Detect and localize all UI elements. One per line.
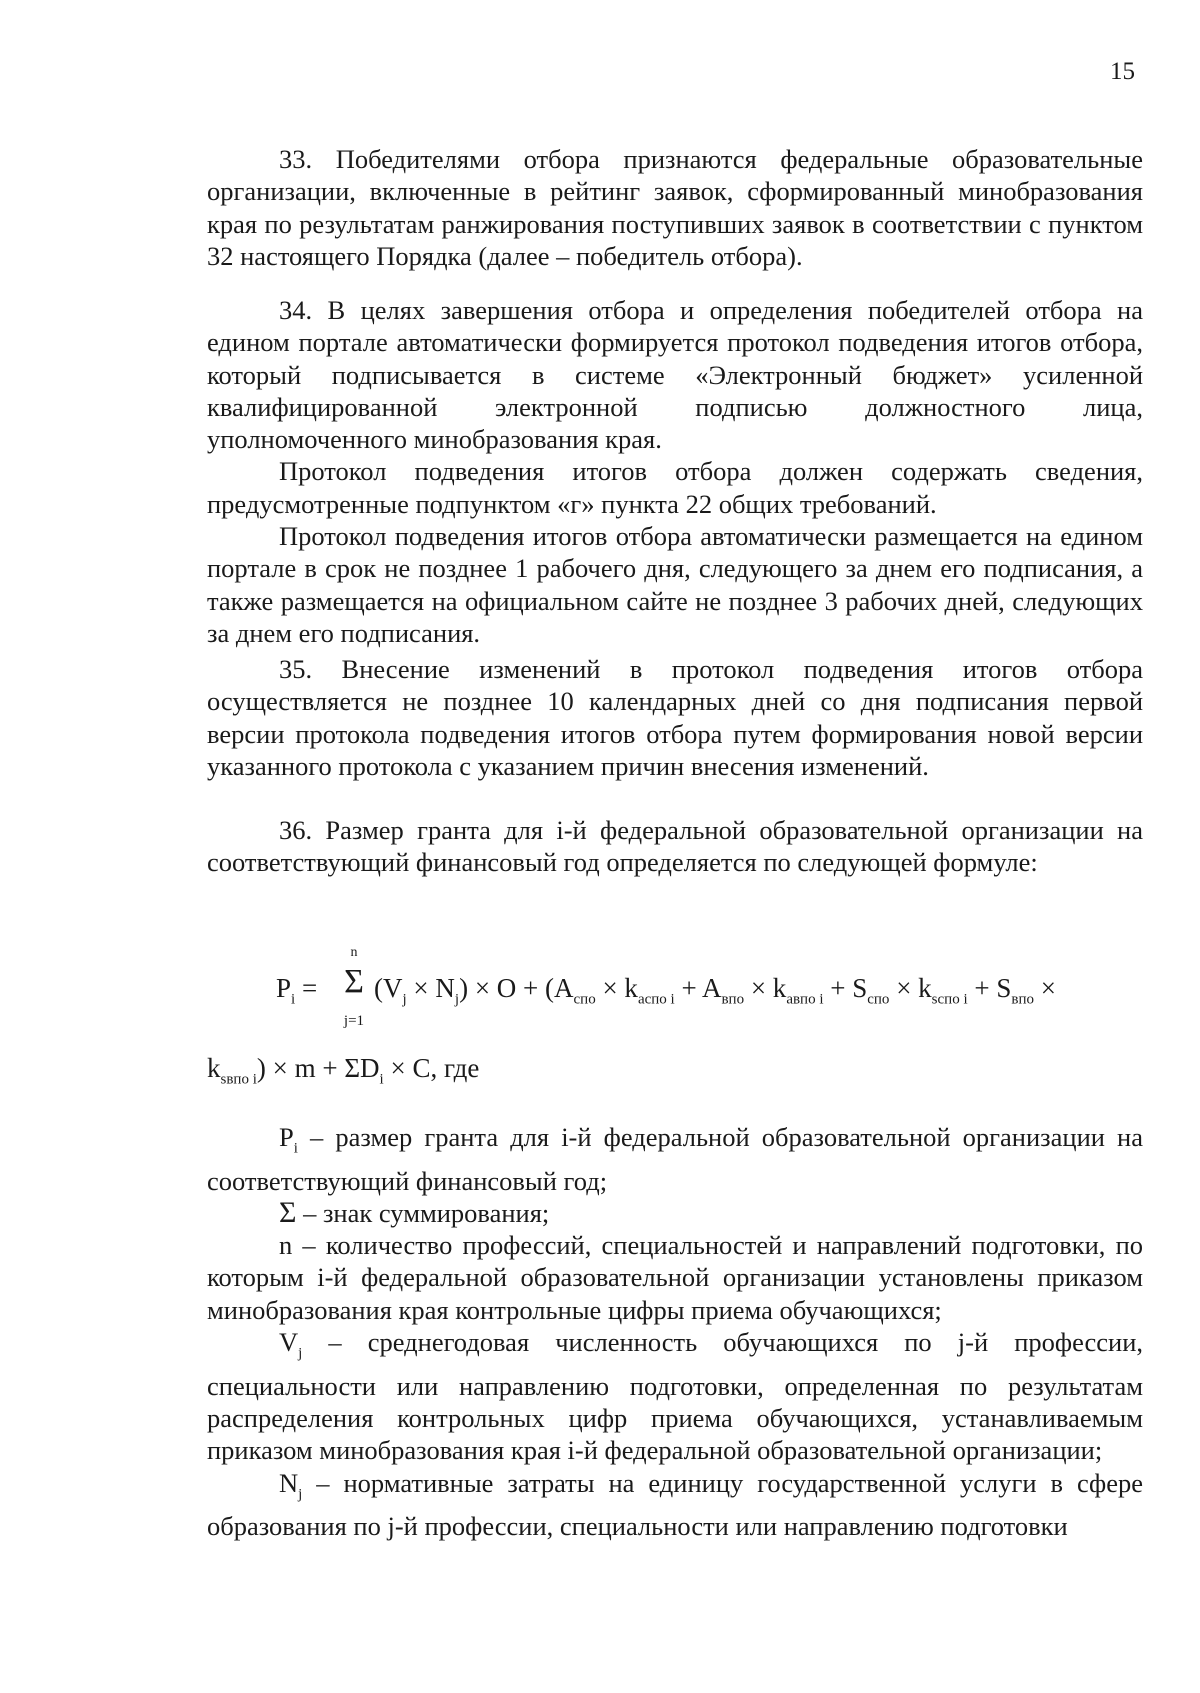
summation-sign: Σ <box>344 963 364 1000</box>
definition-nj: $N_j$ – нормативные затраты на единицу государственной услуги в сфере образования по j-й профессии, специальности или направлению подготовки <box>207 1467 1143 1542</box>
definition-sigma: Σ – знак суммирования; <box>279 1195 550 1229</box>
paragraph-33-block <box>207 143 1143 272</box>
formula-rhs: $(V_j \times N_j) \times O + (A_{спо} \times k_{аспо i} + A_{впо} \times k_{авпо i} + S_{спо} \times k_{sспо i} + S_{впо}$ × <box>374 973 1056 1008</box>
definitions-block <box>207 1121 1143 1542</box>
paragraph-34: 34. В целях завершения отбора и определения победителей отбора на едином портале автоматически формируется протокол подведения итогов отбора, который подписывается в системе «Электронный бюджет» усиленной квалифицированной электронной подписью должностного лица, уполномоченного минобразования края. <box>207 295 1143 455</box>
paragraph-34-protocol-publication: Протокол подведения итогов отбора автоматически размещается на едином портале в срок не позднее 1 рабочего дня, следующего за днем его подписания, а также размещается на официальном сайте не позднее 3 рабочих дней, следующих за днем его подписания. <box>207 521 1143 648</box>
definition-n: n – количество профессий, специальностей и направлений подготовки, по которым i-й федеральной образовательной организации установлены приказом минобразования края контрольные цифры приема обучающихся; <box>207 1230 1143 1325</box>
summation-upper-limit: n <box>350 945 358 960</box>
paragraph-36: 36. Размер гранта для i-й федеральной образовательной организации на соответствующий финансовый год определяется по следующей формуле: <box>207 815 1143 878</box>
page-number: 15 <box>1110 58 1135 85</box>
paragraph-36-block <box>207 814 1143 879</box>
paragraph-34-protocol-content: Протокол подведения итогов отбора должен содержать сведения, предусмотренные подпунктом «г» пункта 22 общих требований. <box>207 456 1143 519</box>
paragraph-35-block <box>207 653 1143 782</box>
paragraph-35: 35. Внесение изменений в протокол подведения итогов отбора осуществляется не позднее 10 календарных дней со дня подписания первой версии протокола подведения итогов отбора путем формирования новой версии указанного протокола с указанием причин внесения изменений. <box>207 654 1143 781</box>
summation-lower-limit: j=1 <box>343 1013 365 1029</box>
grant-formula-continuation: $k_{sвпо i}) \times m + \Sigma D_i \times C$, где <box>207 1053 480 1088</box>
formula-lhs: $P_i$ = <box>276 973 318 1008</box>
definition-pi: $P_i$ – размер гранта для i-й федеральной образовательной организации на соответствующий финансовый год; <box>207 1122 1143 1196</box>
definition-vj: $V_j$ – среднегодовая численность обучающихся по j-й профессии, специальности или направлению подготовки, определенная по результатам распределения контрольных цифр приема обучающихся, устанавливаемым приказом минобразования края i-й федеральной образовательной организации; <box>207 1327 1143 1466</box>
paragraph-34-block <box>207 294 1143 649</box>
paragraph-33: 33. Победителями отбора признаются федеральные образовательные организации, включенные в рейтинг заявок, сформированный минобразования края по результатам ранжирования поступивших заявок в соответствии с пунктом 32 настоящего Порядка (далее – победитель отбора). <box>207 144 1143 271</box>
grant-formula <box>276 945 1156 1035</box>
